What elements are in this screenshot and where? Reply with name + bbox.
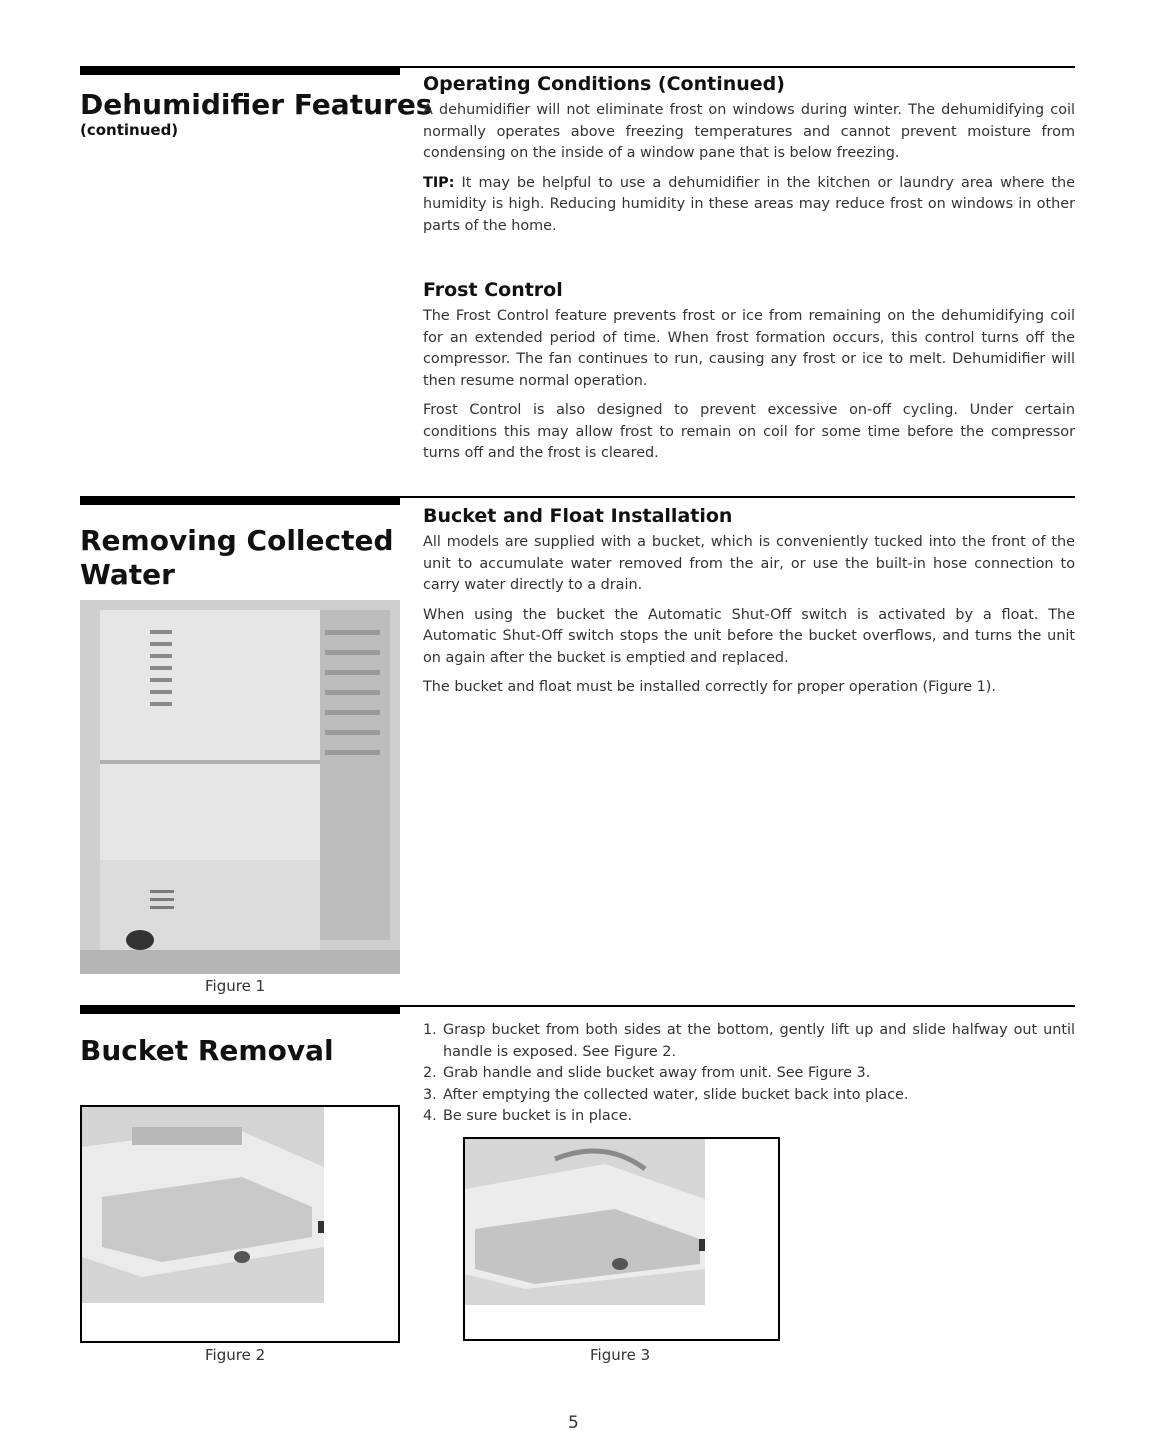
step-text: Grab handle and slide bucket away from unit. See Figure 3.: [443, 1065, 871, 1081]
section-subtitle: (continued): [80, 121, 179, 139]
figure-3-caption: Figure 3: [590, 1346, 651, 1364]
section-title-line: Removing Collected: [80, 524, 394, 557]
step-item: [423, 1085, 1075, 1107]
step-number: 4.: [423, 1108, 437, 1124]
bucket-float-heading: Bucket and Float Installation: [423, 505, 733, 527]
figure-1-photo: [80, 600, 400, 974]
step-text: After emptying the collected water, slide bucket back into place.: [443, 1086, 909, 1103]
figure-2-caption: Figure 2: [205, 1346, 266, 1364]
figure-3-photo: [465, 1139, 705, 1305]
bucket-removal-steps: [423, 1020, 1075, 1128]
operating-conditions: [423, 72, 1075, 245]
tip-paragraph: [423, 173, 1075, 238]
section-rule-thin: [400, 1005, 1075, 1007]
tip-label: TIP:: [423, 174, 455, 191]
section-rule-thick: [80, 1005, 400, 1014]
frost-heading: Frost Control: [423, 279, 563, 301]
section-rule-thick: [80, 66, 400, 75]
page-number: 5: [568, 1413, 579, 1433]
step-item: [423, 1020, 1075, 1063]
section-title-bucket-removal: Bucket Removal: [80, 1034, 334, 1067]
section-rule-thin: [400, 496, 1075, 498]
step-number: 1.: [423, 1022, 437, 1038]
frost-paragraph-1: The Frost Control feature prevents frost or ice from remaining on the dehumidifying coil for an extended period of time. When frost formation occurs, this control turns off the compressor. The fan continues to run, causing any frost or ice to melt. Dehumidifier will then resume normal operation.: [423, 308, 1075, 389]
frost-control: [423, 278, 1075, 473]
bucket-float-installation: [423, 504, 1075, 707]
bucket-float-paragraph-2: When using the bucket the Automatic Shut-Off switch is activated by a float. The Automatic Shut-Off switch stops the unit before the bucket overflows, and turns the unit on again after the bucket is emptied and replaced.: [423, 606, 1075, 666]
tip-text: It may be helpful to use a dehumidifier in the kitchen or laundry area where the humidity is high. Reducing humidity in these areas may reduce frost on windows in other parts of the home.: [423, 174, 1075, 234]
operating-paragraph: A dehumidifier will not eliminate frost on windows during winter. The dehumidifying coil normally operates above freezing temperatures and cannot prevent moisture from condensing on the inside of a window pane that is below freezing.: [423, 102, 1075, 161]
step-item: [423, 1063, 1075, 1085]
section-title-features: Dehumidifier Features: [80, 88, 433, 121]
step-text: Grasp bucket from both sides at the bottom, gently lift up and slide halfway out until handle is exposed. See Figure 2.: [443, 1022, 1075, 1060]
figure-1-caption: Figure 1: [205, 977, 266, 995]
step-number: 2.: [423, 1065, 437, 1081]
bucket-float-paragraph-1: All models are supplied with a bucket, which is conveniently tucked into the front of the unit to accumulate water removed from the air, or use the built-in hose connection to carry water directly to a drain.: [423, 534, 1075, 593]
step-item: [423, 1106, 1075, 1128]
bucket-float-paragraph-3: The bucket and float must be installed correctly for proper operation (Figure 1).: [423, 679, 996, 695]
figure-2-frame: [80, 1105, 400, 1343]
step-text: Be sure bucket is in place.: [443, 1108, 633, 1124]
section-rule-thin: [400, 66, 1075, 68]
bucket-illustration: [82, 1107, 324, 1303]
step-number: 3.: [423, 1086, 437, 1103]
section-title-removing: [80, 524, 394, 592]
section-rule-thick: [80, 496, 400, 505]
bucket-handle-illustration: [465, 1139, 705, 1305]
figure-3-frame: [463, 1137, 780, 1341]
operating-heading: Operating Conditions (Continued): [423, 73, 785, 95]
frost-paragraph-2: Frost Control is also designed to prevent excessive on-off cycling. Under certain conditions this may allow frost to remain on coil for some time before the compressor turns off and the frost is cleared.: [423, 402, 1075, 461]
figure-2-photo: [82, 1107, 324, 1303]
dehumidifier-illustration: [80, 600, 400, 974]
section-title-line: Water: [80, 558, 175, 591]
